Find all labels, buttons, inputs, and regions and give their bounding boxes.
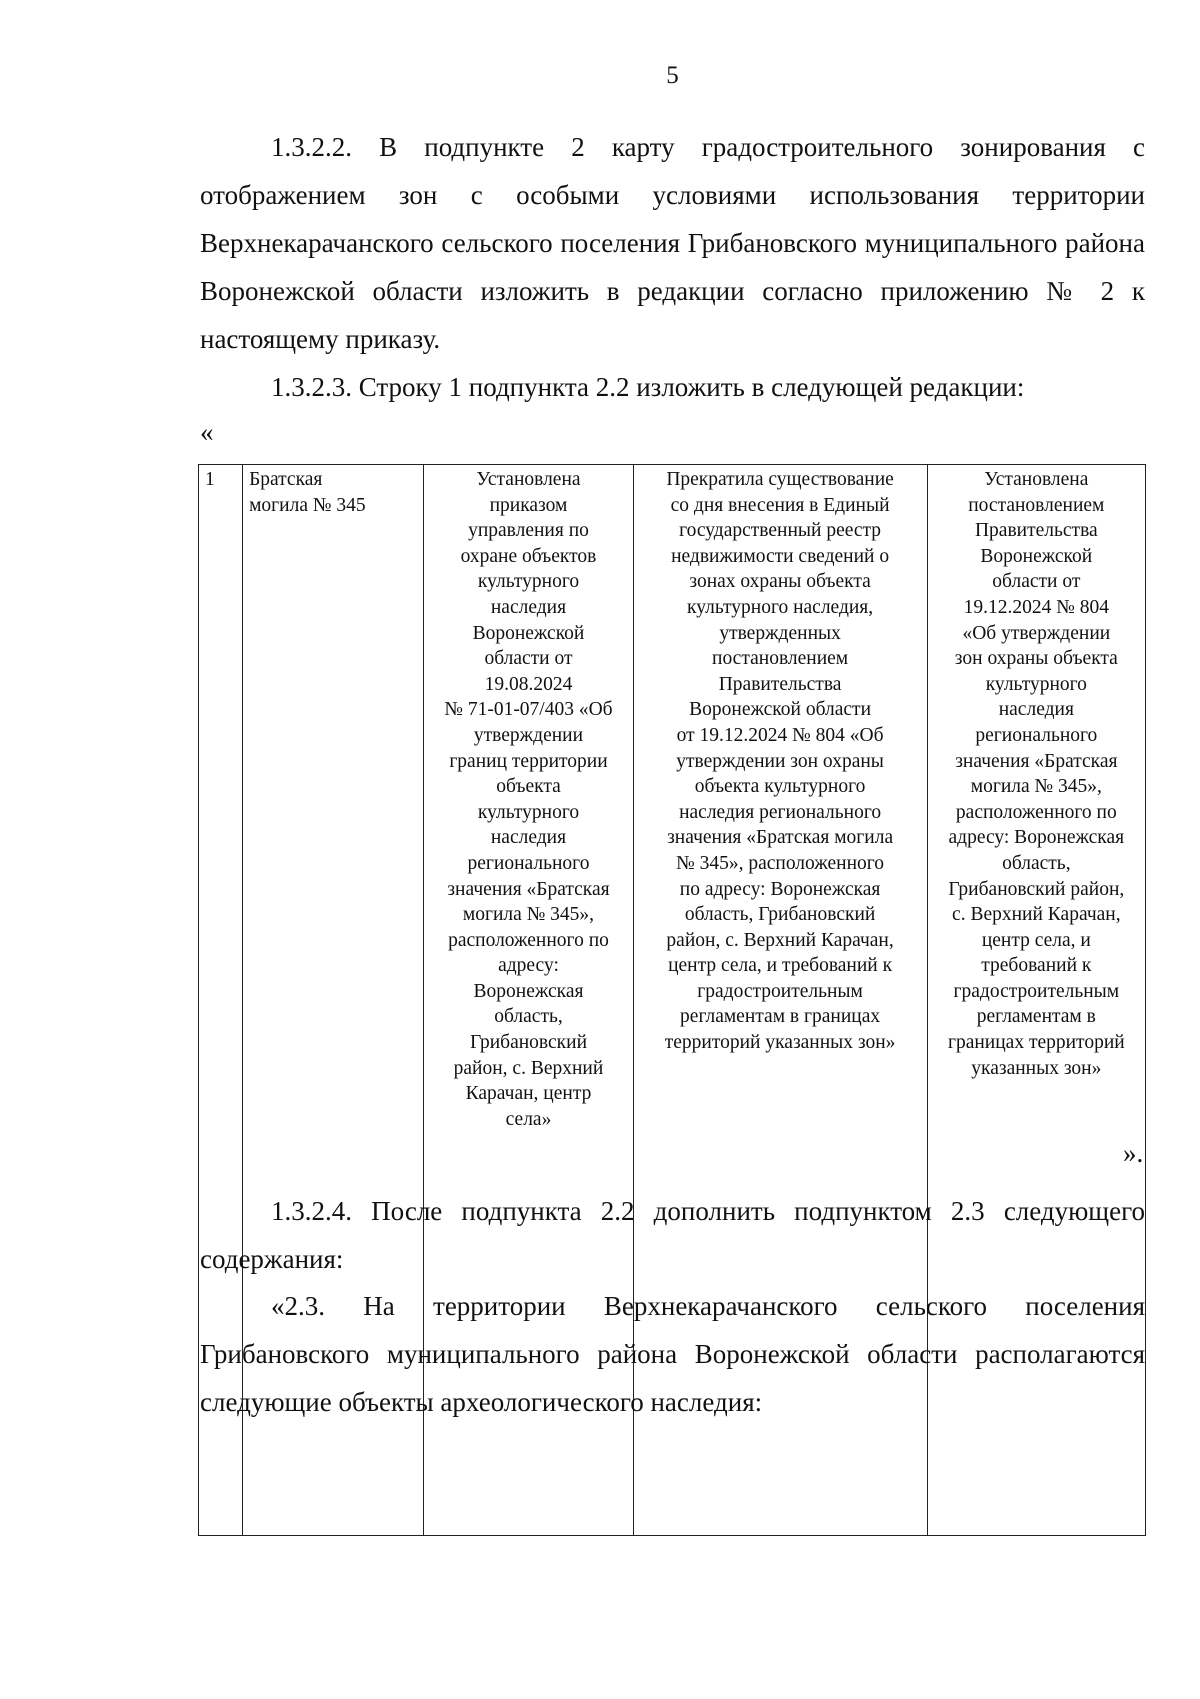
opening-quote-mark: « [200, 417, 214, 447]
established-text-line: наследия [490, 596, 567, 618]
new-establishment-text-line: 19.12.2024 № 804 [963, 596, 1109, 618]
paragraph-1-3-2-2-text: 1.3.2.2. В подпункте 2 карту градостроительного зонирования с отображением зон с особыми условиями использования территории Верхнекарачанского сельского поселения Грибановского муниципального района Воронежской области изложить в редакции согласно приложению [200, 132, 1145, 306]
established-text-line: объекта [496, 776, 561, 798]
established-text-line: регионального [467, 852, 590, 874]
new-establishment-text-line: центр села, и [981, 929, 1091, 951]
ceased-text-line: регламентам в границах [680, 1006, 881, 1028]
ceased-text-line: наследия регионального [679, 801, 882, 823]
established-text-line: адресу: [498, 955, 559, 977]
new-establishment-text-line: постановлением [968, 494, 1105, 516]
ceased-text-line: культурного наследия, [687, 596, 874, 618]
ceased-text-line: от 19.12.2024 № 804 «Об [676, 724, 884, 746]
ceased-text-line: область, Грибановский [684, 904, 876, 926]
paragraph-1-3-2-2-end: № 2 к настоящему приказу. [200, 276, 1145, 354]
ceased-text-line: значения «Братская могила [667, 827, 894, 849]
new-establishment-text-line: указанных зон» [971, 1057, 1102, 1079]
established-text-line: утверждении [473, 724, 584, 746]
new-establishment-text-line: «Об утверждении [962, 622, 1111, 644]
closing-quote-mark: ». [1123, 1138, 1144, 1168]
cell-row-number: 1 [199, 465, 243, 1536]
paragraph-2-3: «2.3. На территории Верхнекарачанского сельского поселения Грибановского муниципального района Воронежской области располагаются следующие объекты археологического наследия: [200, 1291, 1145, 1417]
established-text-line: культурного [477, 571, 580, 593]
new-establishment-text-line: область, [1002, 852, 1071, 874]
new-establishment-text-line: градостроительным [953, 980, 1120, 1002]
new-establishment-text-line: области от [992, 571, 1081, 593]
new-establishment-text-line: с. Верхний Карачан, [952, 904, 1121, 926]
established-text-line: охране объектов [460, 545, 597, 567]
new-establishment-text-line: Воронежской [980, 545, 1093, 567]
ceased-text-line: утверждении зон охраны [676, 750, 884, 772]
ceased-text-line: район, с. Верхний Карачан, [666, 929, 894, 951]
ceased-text-line: объекта культурного [694, 776, 866, 798]
ceased-text-line: государственный реестр [679, 520, 882, 542]
established-text-line: управления по [468, 520, 589, 542]
new-establishment-text-line: наследия [998, 699, 1074, 721]
new-establishment-text-line: Грибановский район, [948, 878, 1125, 900]
established-text-line: № 71-01-07/403 «Об [444, 699, 613, 721]
new-establishment-text-line: расположенного по [955, 801, 1117, 823]
ceased-text-line: градостроительным [697, 980, 863, 1002]
established-text-line: Грибановский [469, 1032, 588, 1054]
ceased-text-line: территорий указанных зон» [664, 1032, 896, 1054]
new-establishment-text-line: регламентам в [976, 1006, 1096, 1028]
ceased-text-line: Воронежской области [689, 699, 872, 721]
established-text-line: границ территории [449, 750, 608, 772]
ceased-text-line: со дня внесения в Единый [670, 494, 890, 516]
established-text-line: область, [494, 1006, 563, 1028]
ceased-text-line: центр села, и требований к [668, 955, 893, 977]
ceased-text-line: недвижимости сведений о [671, 545, 890, 567]
new-establishment-text-line: зон охраны объекта [954, 648, 1118, 670]
new-establishment-text-line: культурного [985, 673, 1087, 695]
new-establishment-text-line: регионального [975, 724, 1098, 746]
ceased-text-line: по адресу: Воронежская [679, 878, 881, 900]
new-establishment-text-line: значения «Братская [955, 750, 1118, 772]
established-text-line: могила № 345», [462, 904, 595, 926]
new-establishment-text-line: границах территорий [947, 1032, 1125, 1054]
ceased-text-line: Правительства [718, 673, 842, 695]
established-text-line: расположенного по [448, 929, 609, 951]
established-text-line: наследия [490, 827, 567, 849]
ceased-text-line: № 345», расположенного [676, 852, 885, 874]
paragraph-1-3-2-4: 1.3.2.4. После подпункта 2.2 дополнить подпунктом 2.3 следующего содержания: [200, 1196, 1145, 1274]
new-establishment-text-line: адресу: Воронежская [948, 827, 1125, 849]
new-establishment-text-line: Установлена [984, 469, 1089, 490]
established-text-line: села» [505, 1108, 552, 1130]
paragraph-1-3-2-3: 1.3.2.3. Строку 1 подпункта 2.2 изложить в следующей редакции: [271, 372, 1025, 402]
established-text-line: Воронежская [473, 980, 584, 1002]
established-text-line: значения «Братская [447, 878, 610, 900]
ceased-text-line: зонах охраны объекта [689, 571, 871, 593]
paragraph-1-3-2-2 [200, 123, 1145, 363]
new-establishment-text-line: могила № 345», [970, 776, 1102, 798]
established-text-line: Установлена [476, 469, 581, 490]
established-text-line: район, с. Верхний [453, 1057, 604, 1079]
established-text-line: области от [484, 648, 573, 670]
established-text-line: приказом [489, 494, 568, 516]
ceased-text-line: утвержденных [719, 622, 841, 644]
established-text-line: Воронежской [472, 622, 585, 644]
established-text-line: 19.08.2024 [484, 673, 573, 695]
ceased-text-line: Прекратила существование [666, 469, 894, 490]
established-text-line: Карачан, центр [465, 1083, 592, 1105]
new-establishment-text-line: Правительства [974, 520, 1098, 542]
established-text-line: культурного [477, 801, 580, 823]
object-name-line: Братская [249, 469, 323, 490]
page-number: 5 [666, 62, 679, 89]
object-name-line: могила № 345 [249, 494, 366, 516]
ceased-text-line: постановлением [712, 648, 849, 670]
new-establishment-text-line: требований к [981, 955, 1092, 977]
